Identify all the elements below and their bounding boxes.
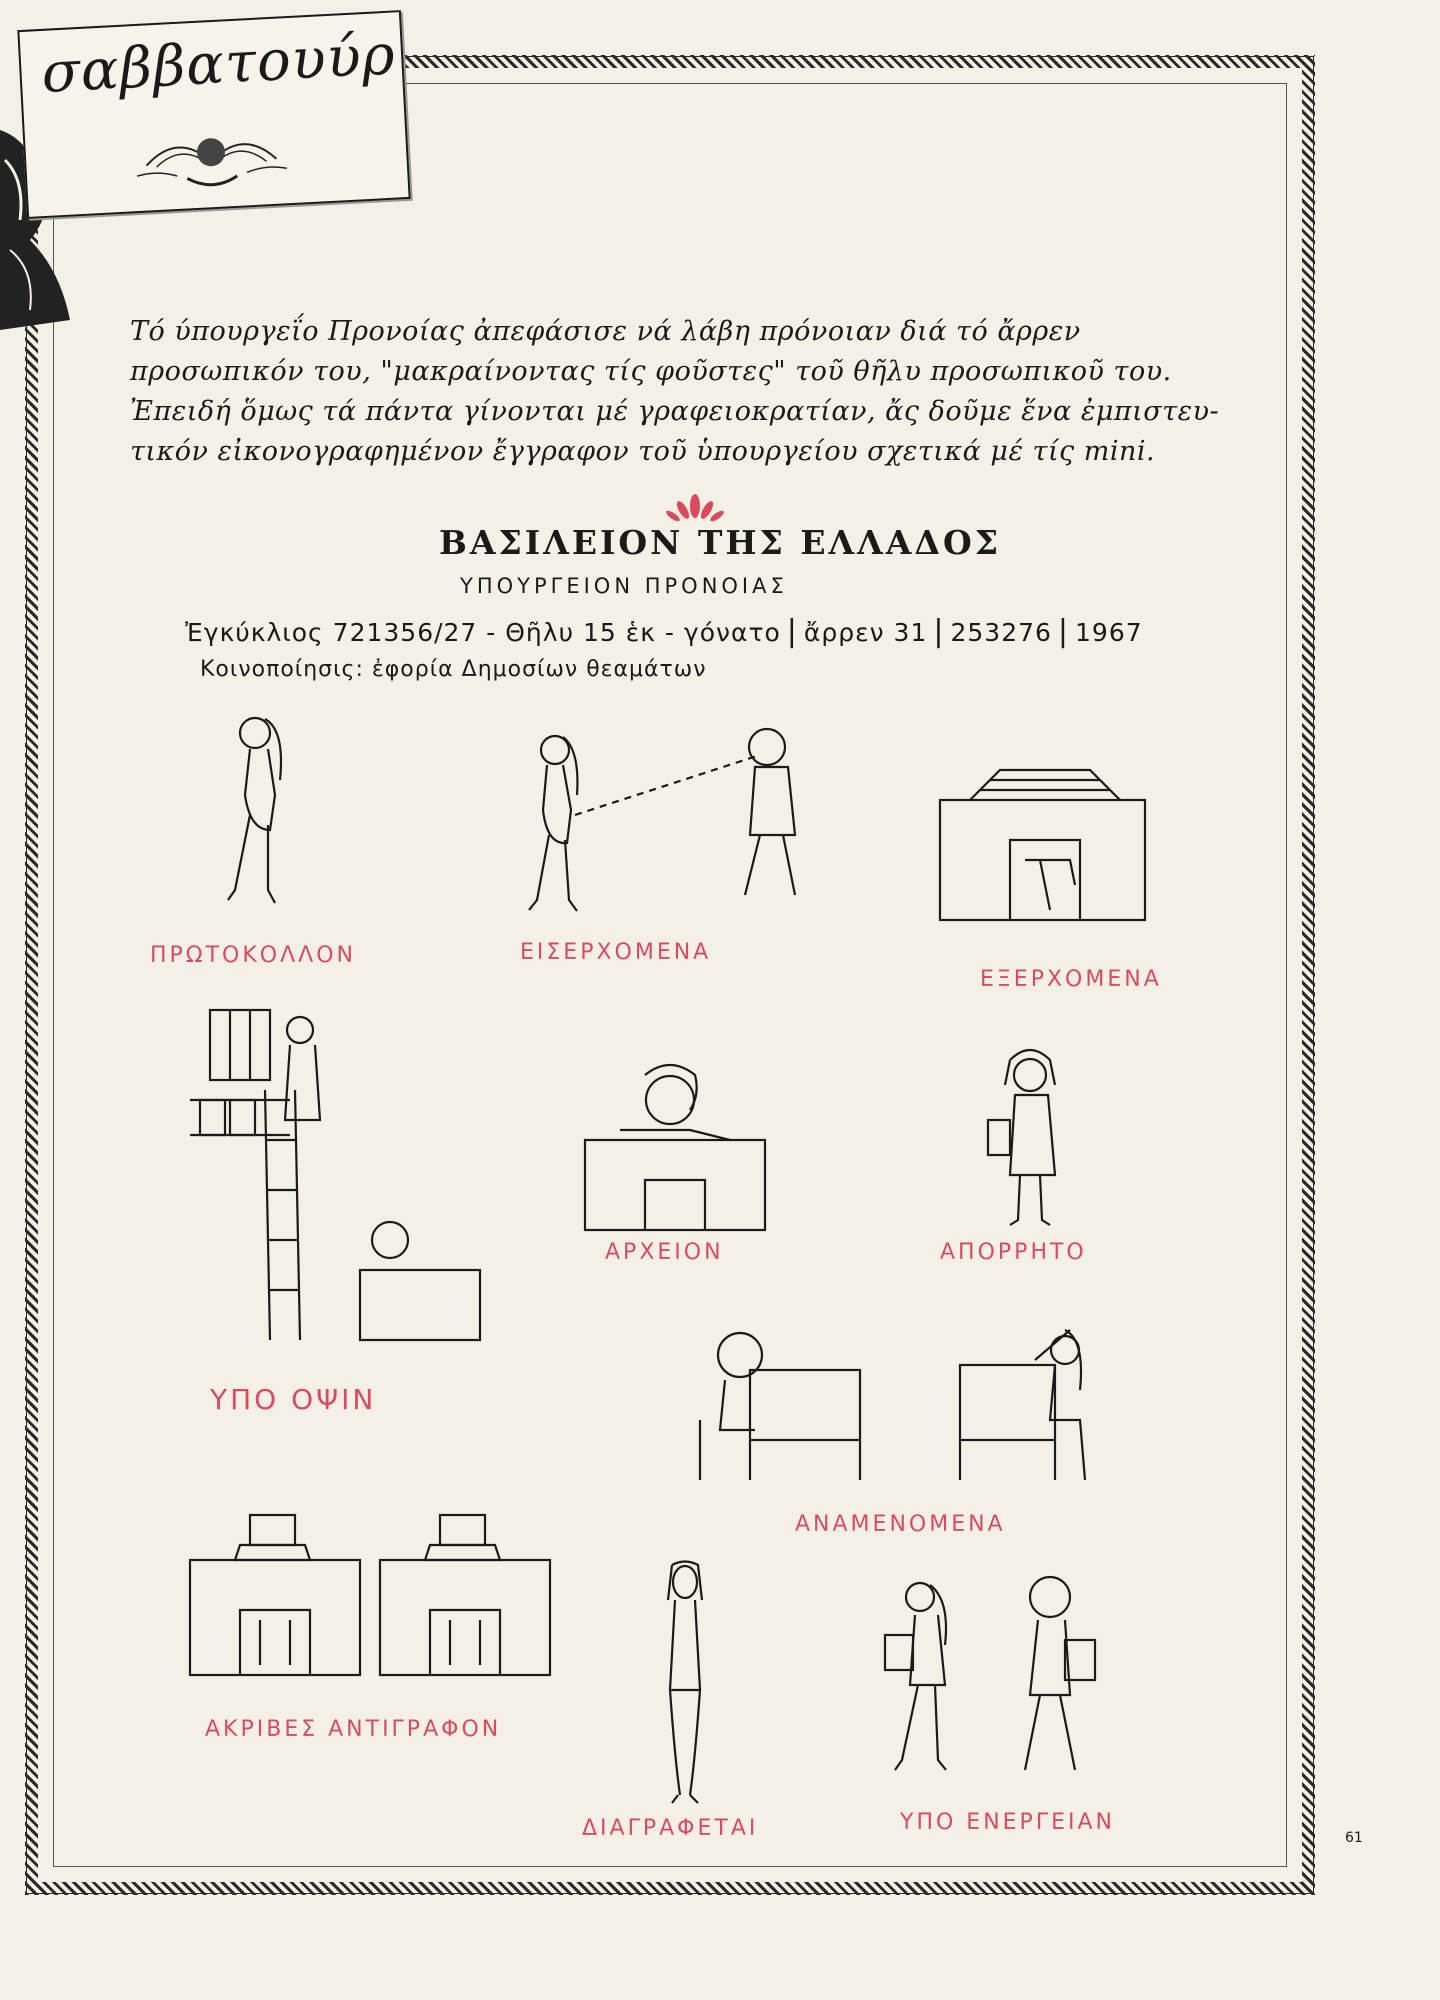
ministry-heading: ΥΠΟΥΡΓΕΙΟΝ ΠΡΟΝΟΙΑΣ: [460, 574, 788, 598]
caption-aporrito: ΑΠΟΡΡΗΤΟ: [940, 1240, 1087, 1265]
intro-line: Τό ύπουργεΐο Προνοίας ἀπεφάσισε νά λάβη πρόνοιαν διά τό ἄρρεν: [130, 316, 1081, 347]
intro-line: τικόν εἰκονογραφημένον ἔγγραφον τοῦ ὑπουργείου σχετικά μέ τίς mini.: [130, 436, 1156, 467]
woman-with-folder-illustration: [970, 1045, 1090, 1235]
arren-value: ἄρρεν 31: [803, 618, 928, 647]
circular-year: 1967: [1075, 618, 1143, 647]
circular-number: 253276: [950, 618, 1052, 647]
caption-ypo-opsin: ΥΠΟ ΟΨΙΝ: [210, 1383, 377, 1416]
page-number: 61: [1345, 1830, 1363, 1846]
woman-and-man-illustration: [505, 725, 835, 935]
caption-anamenomena: ΑΝΑΜΕΝΟΜΕΝΑ: [795, 1512, 1006, 1537]
tall-woman-illustration: [650, 1560, 720, 1805]
typewriter-desks-illustration: [185, 1510, 555, 1680]
desk-with-papers-illustration: [930, 760, 1160, 930]
intro-line: Ἐπειδή ὅμως τά πάντα γίνονται μέ γραφειοκρατίαν, ἄς δοῦμε ἕνα ἐμπιστευ-: [130, 396, 1220, 427]
caption-akrives-antigrafon: ΑΚΡΙΒΕΣ ΑΝΤΙΓΡΑΦΟΝ: [205, 1717, 502, 1742]
intro-paragraph: [130, 312, 1250, 472]
intro-line: προσωπικόν του, "μακραίνοντας τίς φοῦστες" τοῦ θῆλυ προσωπικοῦ του.: [130, 356, 1172, 387]
caption-ypo-energeian: ΥΠΟ ΕΝΕΡΓΕΙΑΝ: [900, 1810, 1115, 1835]
notification-line: Κοινοποίησις: ἐφορία Δημοσίων θεαμάτων: [200, 657, 707, 682]
circular-reference: Ἐγκύκλιος 721356/27 - Θῆλυ 15 ἑκ - γόνατο | ἄρρεν 31 | 253276 | 1967: [185, 614, 1143, 649]
caption-eiserchomena: ΕΙΣΕΡΧΟΜΕΝΑ: [520, 940, 712, 965]
woman-at-desk-right-illustration: [955, 1320, 1095, 1485]
caption-protokollon: ΠΡΩΤΟΚΟΛΛΟΝ: [150, 943, 356, 968]
kingdom-heading: ΒΑΣΙΛΕΙΟΝ ΤΗΣ ΕΛΛΑΔΟΣ: [438, 523, 1002, 562]
woman-figure-illustration: [210, 705, 320, 915]
caption-exerchomena: ΕΞΕΡΧΟΜΕΝΑ: [980, 967, 1162, 992]
circular-ref: Ἐγκύκλιος 721356/27 - Θῆλυ 15 ἑκ - γόνατο: [185, 618, 781, 647]
man-at-desk-illustration: [695, 1320, 865, 1485]
column-title: σαββατουύρ: [39, 22, 398, 106]
woman-at-desk-illustration: [580, 1055, 770, 1235]
caption-diagrafetai: ΔΙΑΓΡΑΦΕΤΑΙ: [582, 1816, 759, 1841]
floral-ornament-icon: [665, 492, 725, 526]
caption-archeion: ΑΡΧΕΙΟΝ: [605, 1240, 724, 1265]
title-card: [17, 10, 410, 219]
cherub-icon: [135, 118, 288, 196]
walking-pair-illustration: [880, 1575, 1120, 1785]
ladder-filing-illustration: [190, 1000, 490, 1345]
